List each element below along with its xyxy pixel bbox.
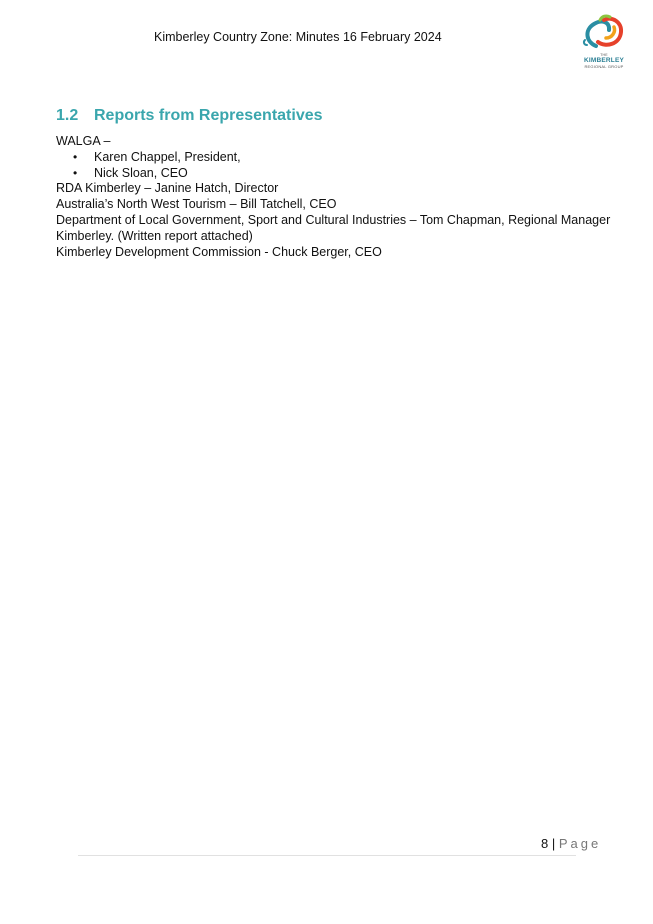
section-number: 1.2 [56, 107, 79, 124]
footer-divider [78, 855, 576, 856]
page-footer [541, 836, 601, 851]
rda-line: RDA Kimberley – Janine Hatch, Director [56, 181, 279, 196]
list-item: • Karen Chappel, President, [56, 150, 616, 166]
section-content [56, 134, 616, 260]
walga-label: WALGA – [56, 134, 111, 148]
logo-wordmark [576, 52, 632, 70]
list-item: • Nick Sloan, CEO [56, 166, 616, 182]
logo-swirl-icon [576, 12, 632, 52]
page-label: Page [558, 836, 602, 851]
logo-text-bottom: REGIONAL GROUP [584, 64, 624, 69]
logo-text-top: THE [600, 53, 608, 57]
kdc-line: Kimberley Development Commission - Chuck Berger, CEO [56, 244, 382, 259]
dlgsc-line: Department of Local Government, Sport and Cultural Industries – Tom Chapman, Regional Manager Kimberley. (Written report attached) [56, 212, 611, 243]
page-separator: | [551, 836, 556, 851]
page-number: 8 [541, 836, 549, 851]
header-title: Kimberley Country Zone: Minutes 16 February 2024 [154, 30, 442, 44]
section-heading [56, 107, 323, 125]
tourism-line: Australia’s North West Tourism – Bill Tatchell, CEO [56, 197, 337, 212]
logo-text-main: KIMBERLEY [583, 57, 625, 64]
kimberley-regional-group-logo [576, 12, 632, 68]
walga-list [56, 150, 616, 182]
section-title: Reports from Representatives [94, 107, 323, 124]
